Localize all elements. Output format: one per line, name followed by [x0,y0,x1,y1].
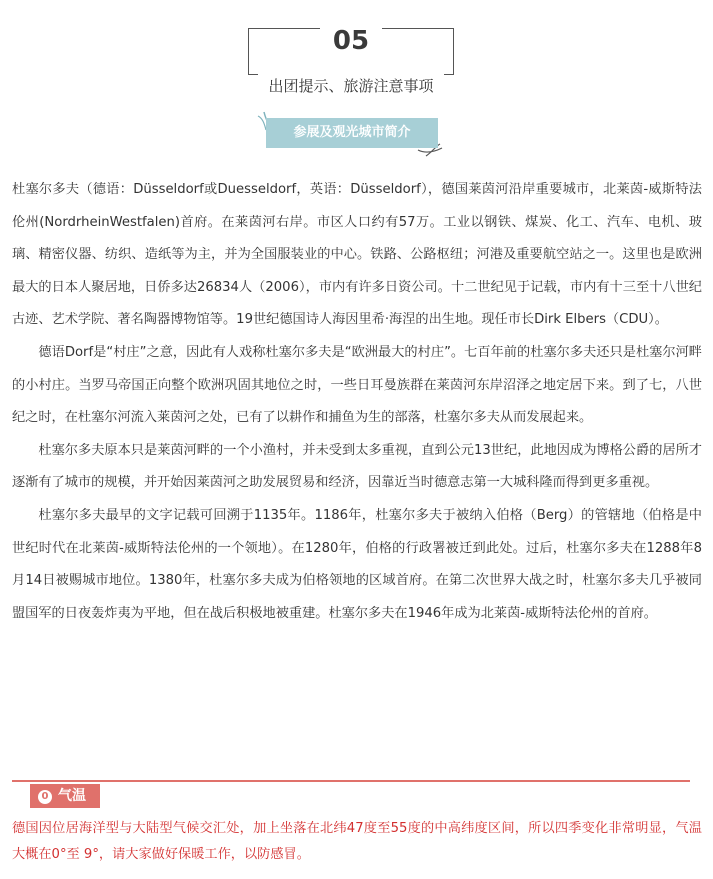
frame-line [248,60,249,74]
climate-title: 气温 [58,788,86,804]
ribbon-label: 参展及观光城市简介 [266,118,438,148]
paragraph: 杜塞尔多夫最早的文字记载可回溯于1135年。1186年，杜塞尔多夫于被纳入伯格（Berg）的管辖地（伯格是中世纪时代在北莱茵-威斯特法伦州的一个领地）。在1280年，伯格的行政署被迁到此处。过后，杜塞尔多夫在1288年8月14日被赐城市地位。1380年，杜塞尔多夫成为伯格领地的区域首府。在第二次世界大战之时，杜塞尔多夫几乎被同盟国军的日夜轰炸夷为平地，但在战后积极地被重建。杜塞尔多夫在1946年成为北莱茵-威斯特法伦州的首府。 [12,507,702,621]
climate-divider [12,780,690,782]
badge-number-icon: 0 [38,790,52,804]
paragraph: 杜塞尔多夫原本只是莱茵河畔的一个小渔村，并未受到太多重视，直到公元13世纪，此地因成为博格公爵的居所才逐渐有了城市的规模，并开始因莱茵河之助发展贸易和经济，因靠近当时德意志第一大城科隆而得到更多重视。 [12,442,702,491]
section-header [248,14,454,95]
paragraph: 德语Dorf是“村庄”之意，因此有人戏称杜塞尔多夫是“欧洲最大的村庄”。七百年前的杜塞尔多夫还只是杜塞尔河畔的小村庄。当罗马帝国正向整个欧洲巩固其地位之时，一些日耳曼族群在莱茵河东岸沼泽之地定居下来。到了七，八世纪之时，在杜塞尔河流入莱茵河之处，已有了以耕作和捕鱼为生的部落，杜塞尔多夫从而发展起来。 [12,344,702,426]
section-number: 05 [332,26,370,56]
section-title: 出团提示、旅游注意事项 [268,77,434,95]
article-body [12,174,702,630]
climate-text: 德国因位居海洋型与大陆型气候交汇处，加上坐落在北纬47度至55度的中高纬度区间，所以四季变化非常明显，气温大概在0°至 9°，请大家做好保暖工作，以防感冒。 [12,821,702,862]
climate-tag [30,784,100,808]
frame-line [453,60,454,74]
paragraph: 杜塞尔多夫（德语：Düsseldorf或Duesseldorf，英语：Düsseldorf），德国莱茵河沿岸重要城市，北莱茵-威斯特法伦州(NordrheinWestfalen)首府。在莱茵河右岸。市区人口约有57万。工业以钢铁、煤炭、化工、汽车、电机、玻璃、精密仪器、纺织、造纸等为主，并为全国服装业的中心。铁路、公路枢纽；河港及重要航空站之一。这里也是欧洲最大的日本人聚居地，日侨多达26834人（2006），市内有许多日资公司。十二世纪见于记载，市内有十三至十八世纪古迹、艺术学院、著名陶器博物馆等。19世纪德国诗人海因里希·海涅的出生地。现任市长Dirk Elbers（CDU）。 [12,182,702,328]
